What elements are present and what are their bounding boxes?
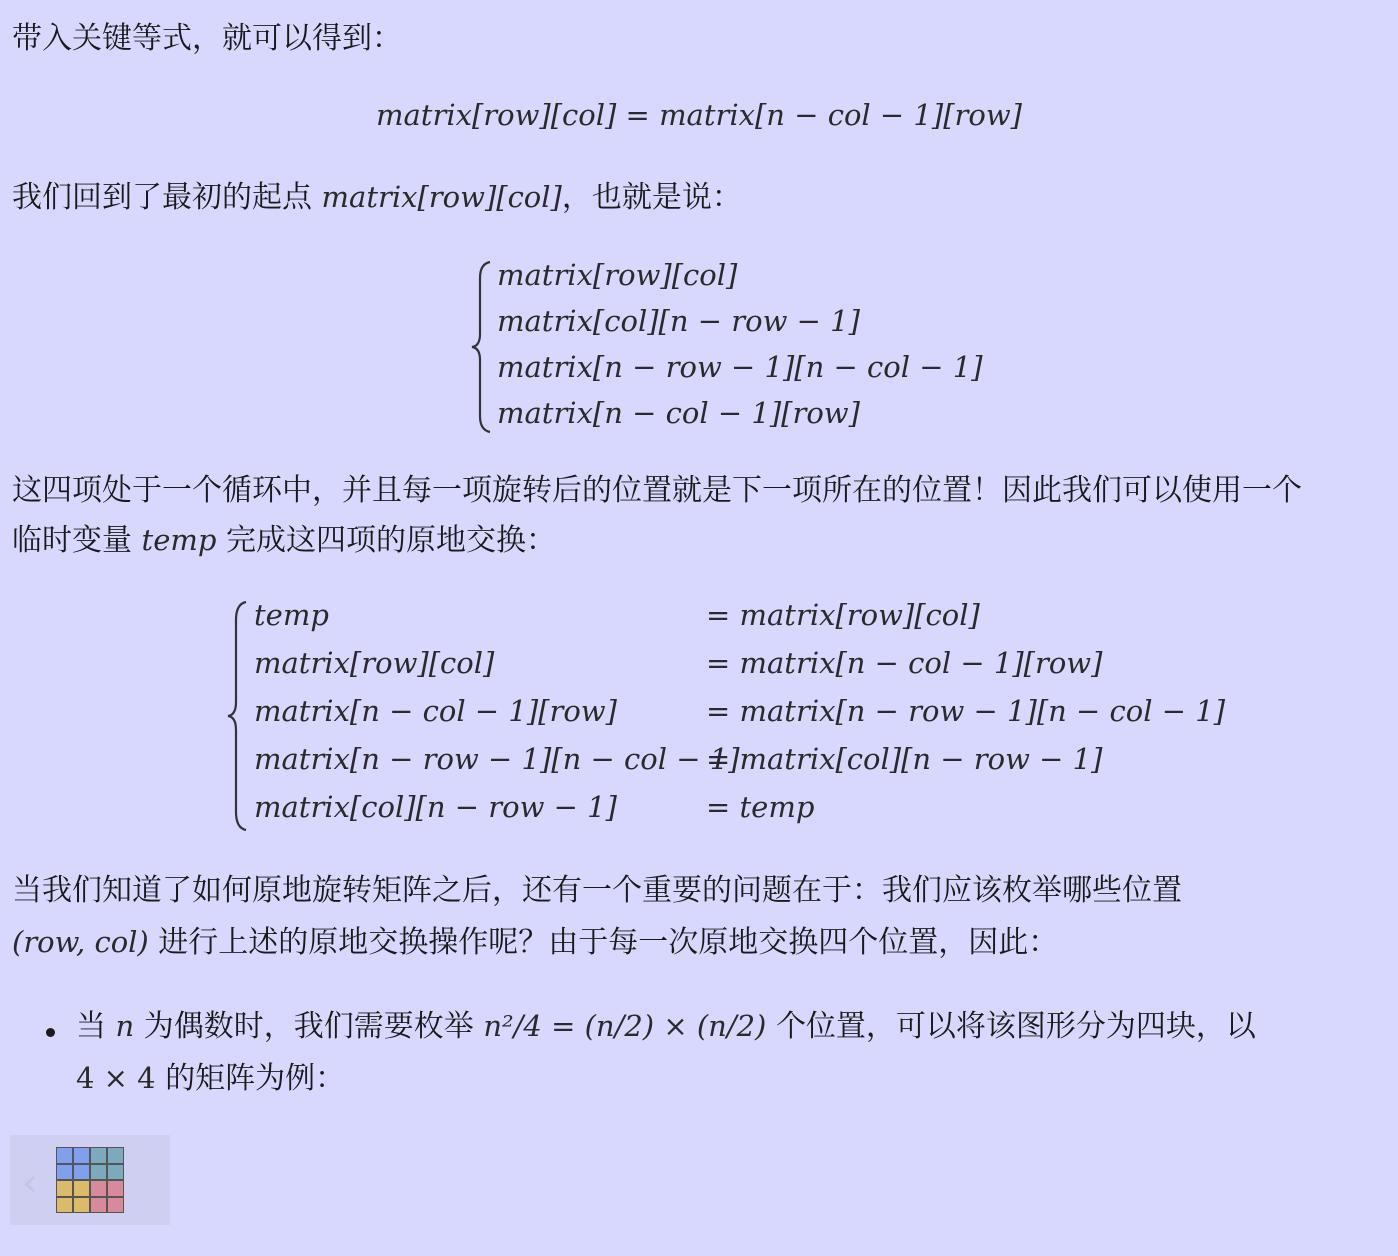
para-2-math: matrix[row][col] bbox=[321, 180, 562, 214]
para-4-text: 进行上述的原地交换操作呢？由于每一次原地交换四个位置，因此： bbox=[158, 925, 1059, 960]
cycle-row: matrix[n − row − 1][n − col − 1] bbox=[497, 350, 983, 384]
para-3-text-after: 完成这四项的原地交换： bbox=[225, 523, 556, 558]
bullet-text: 当 bbox=[76, 1009, 106, 1044]
para-2 bbox=[12, 178, 742, 217]
para-3-math: temp bbox=[141, 523, 217, 557]
bullet-math-size: 4 × 4 bbox=[76, 1061, 156, 1095]
grid-cell bbox=[90, 1180, 107, 1197]
equation-key: matrix[row][col] = matrix[n − col − 1][row] bbox=[376, 98, 1022, 132]
para-4-line-1: 当我们知道了如何原地旋转矩阵之后，还有一个重要的问题在于：我们应该枚举哪些位置 bbox=[12, 873, 1182, 908]
grid-cell bbox=[56, 1180, 73, 1197]
para-3-line-2 bbox=[12, 521, 556, 560]
grid-cell bbox=[107, 1180, 124, 1197]
bullet-text: 为偶数时，我们需要枚举 bbox=[143, 1009, 474, 1044]
bullet-line-2 bbox=[76, 1059, 345, 1098]
bullet-line-1 bbox=[76, 1007, 1256, 1046]
para-2-text: 我们回到了最初的起点 bbox=[12, 180, 312, 215]
grid-cell bbox=[73, 1197, 90, 1214]
grid-cell bbox=[107, 1164, 124, 1181]
left-brace-icon bbox=[226, 598, 256, 834]
swap-rhs: = matrix[col][n − row − 1] bbox=[706, 742, 1103, 776]
grid-cell bbox=[73, 1180, 90, 1197]
swap-lhs: matrix[col][n − row − 1] bbox=[254, 790, 617, 824]
swap-rhs: = temp bbox=[706, 790, 815, 824]
para-4-line-2 bbox=[12, 923, 1058, 962]
swap-rhs: = matrix[row][col] bbox=[706, 598, 980, 632]
cycle-row: matrix[col][n − row − 1] bbox=[497, 304, 860, 338]
grid-cell bbox=[56, 1164, 73, 1181]
cycle-row: matrix[row][col] bbox=[497, 258, 738, 292]
grid-cell bbox=[73, 1147, 90, 1164]
chevron-left-icon: ‹ bbox=[22, 1160, 38, 1206]
grid-cell bbox=[90, 1147, 107, 1164]
grid-cell bbox=[107, 1197, 124, 1214]
swap-lhs: matrix[n − col − 1][row] bbox=[254, 694, 617, 728]
swap-lhs: temp bbox=[254, 598, 329, 632]
bullet-text: 的矩阵为例： bbox=[165, 1061, 346, 1096]
left-brace-icon bbox=[470, 258, 500, 436]
cycle-row: matrix[n − col − 1][row] bbox=[497, 396, 860, 430]
grid-cell bbox=[90, 1197, 107, 1214]
matrix-4x4-grid bbox=[56, 1147, 124, 1213]
swap-lhs: matrix[row][col] bbox=[254, 646, 495, 680]
bullet-dot bbox=[46, 1028, 55, 1037]
swap-lhs: matrix[n − row − 1][n − col − 1] bbox=[254, 742, 740, 776]
bullet-math-n: n bbox=[115, 1009, 135, 1043]
para-2-text-after: ，也就是说： bbox=[561, 180, 742, 215]
bullet-text: 个位置，可以将该图形分为四块，以 bbox=[775, 1009, 1256, 1044]
grid-cell bbox=[56, 1197, 73, 1214]
swap-rhs: = matrix[n − row − 1][n − col − 1] bbox=[706, 694, 1226, 728]
grid-cell bbox=[73, 1164, 90, 1181]
bullet-math-formula: n²/4 = (n/2) × (n/2) bbox=[483, 1009, 767, 1043]
para-3-line-1: 这四项处于一个循环中，并且每一项旋转后的位置就是下一项所在的位置！因此我们可以使用一个 bbox=[12, 473, 1302, 508]
para-4-math: (row, col) bbox=[12, 925, 149, 959]
swap-rhs: = matrix[n − col − 1][row] bbox=[706, 646, 1103, 680]
para-3-text: 临时变量 bbox=[12, 523, 132, 558]
grid-cell bbox=[107, 1147, 124, 1164]
grid-cell bbox=[90, 1164, 107, 1181]
grid-cell bbox=[56, 1147, 73, 1164]
para-1: 带入关键等式，就可以得到： bbox=[12, 21, 402, 56]
